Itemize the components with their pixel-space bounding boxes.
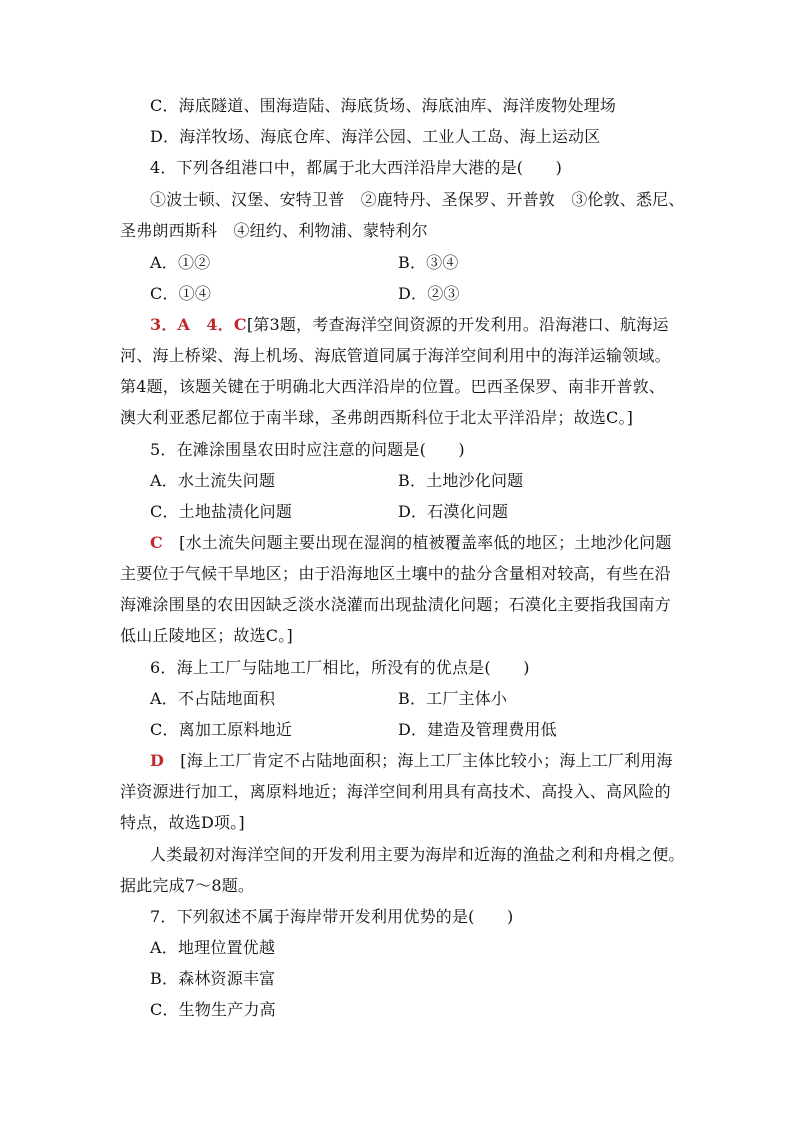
- q6-option-b: B．工厂主体小: [398, 689, 508, 708]
- q6-stem: 6．海上工厂与陆地工厂相比，所没有的优点是( ): [150, 658, 530, 677]
- q4-items-line1: ①波士顿、汉堡、安特卫普 ②鹿特丹、圣保罗、开普敦 ③伦敦、悉尼、: [150, 190, 685, 209]
- answer-3-4-text1: [第3题，考查海洋空间资源的开发利用。沿海港口、航海运: [246, 315, 669, 334]
- intro-7-8-line2: 据此完成7～8题。: [120, 876, 255, 895]
- q5-option-a: A．水土流失问题: [150, 471, 276, 490]
- answer-5-line2: 主要位于气候干旱地区；由于沿海地区土壤中的盐分含量相对较高，有些在沿: [120, 564, 671, 583]
- q4-items-line2: 圣弗朗西斯科 ④纽约、利物浦、蒙特利尔: [120, 221, 428, 240]
- answer-5-text1: [水土流失问题主要出现在湿润的植被覆盖率低的地区；土地沙化问题: [179, 533, 672, 552]
- answer-3-4-line4: 澳大利亚悉尼都位于南半球，圣弗朗西斯科位于北太平洋沿岸；故选C。]: [120, 408, 634, 427]
- answer-5-label: C: [150, 533, 163, 552]
- q5-stem: 5．在滩涂围垦农田时应注意的问题是( ): [150, 440, 465, 459]
- q5-option-c: C．土地盐渍化问题: [150, 502, 293, 521]
- q4-option-a: A．①②: [150, 253, 211, 272]
- answer-6-line2: 洋资源进行加工，离原料地近；海洋空间利用具有高技术、高投入、高风险的: [120, 782, 671, 801]
- q3-option-c: C．海底隧道、围海造陆、海底货场、海底油库、海洋废物处理场: [150, 96, 617, 115]
- answer-5-line4: 低山丘陵地区；故选C。]: [120, 626, 293, 645]
- q4-option-b: B．③④: [398, 253, 459, 272]
- answer-6-text1: [海上工厂肯定不占陆地面积；海上工厂主体比较小；海上工厂利用海: [180, 751, 673, 770]
- q4-stem: 4．下列各组港口中，都属于北大西洋沿岸大港的是( ): [150, 158, 563, 177]
- q4-option-c: C．①④: [150, 284, 212, 303]
- answer-3-4-line2: 河、海上桥梁、海上机场、海底管道同属于海洋空间利用中的海洋运输领域。: [120, 346, 671, 365]
- answer-3-4-line3: 第4题，该题关键在于明确北大西洋沿岸的位置。巴西圣保罗、南非开普敦、: [120, 377, 665, 396]
- q7-stem: 7．下列叙述不属于海岸带开发利用优势的是( ): [150, 907, 514, 926]
- q5-option-d: D．石漠化问题: [398, 502, 509, 521]
- answer-3-4-label: 3．A 4．C: [150, 315, 247, 334]
- q3-option-d: D．海洋牧场、海底仓库、海洋公园、工业人工岛、海上运动区: [150, 127, 601, 146]
- q5-option-b: B．土地沙化问题: [398, 471, 524, 490]
- intro-7-8-line1: 人类最初对海洋空间的开发利用主要为海岸和近海的渔盐之利和舟楫之便。: [150, 845, 685, 864]
- q6-option-a: A．不占陆地面积: [150, 689, 276, 708]
- answer-6-label: D: [150, 751, 165, 770]
- answer-6-line3: 特点，故选D项。]: [120, 813, 245, 832]
- q6-option-d: D．建造及管理费用低: [398, 720, 557, 739]
- answer-6-line1: [150, 751, 673, 771]
- answer-5-line1: [150, 533, 672, 553]
- answer-5-line3: 海滩涂围垦的农田因缺乏淡水浇灌而出现盐渍化问题；石漠化主要指我国南方: [120, 595, 671, 614]
- q7-option-a: A．地理位置优越: [150, 938, 276, 957]
- answer-3-4-line1: [150, 315, 669, 335]
- q7-option-b: B．森林资源丰富: [150, 969, 276, 988]
- q6-option-c: C．离加工原料地近: [150, 720, 293, 739]
- q7-option-c: C．生物生产力高: [150, 1000, 276, 1019]
- q4-option-d: D．②③: [398, 284, 460, 303]
